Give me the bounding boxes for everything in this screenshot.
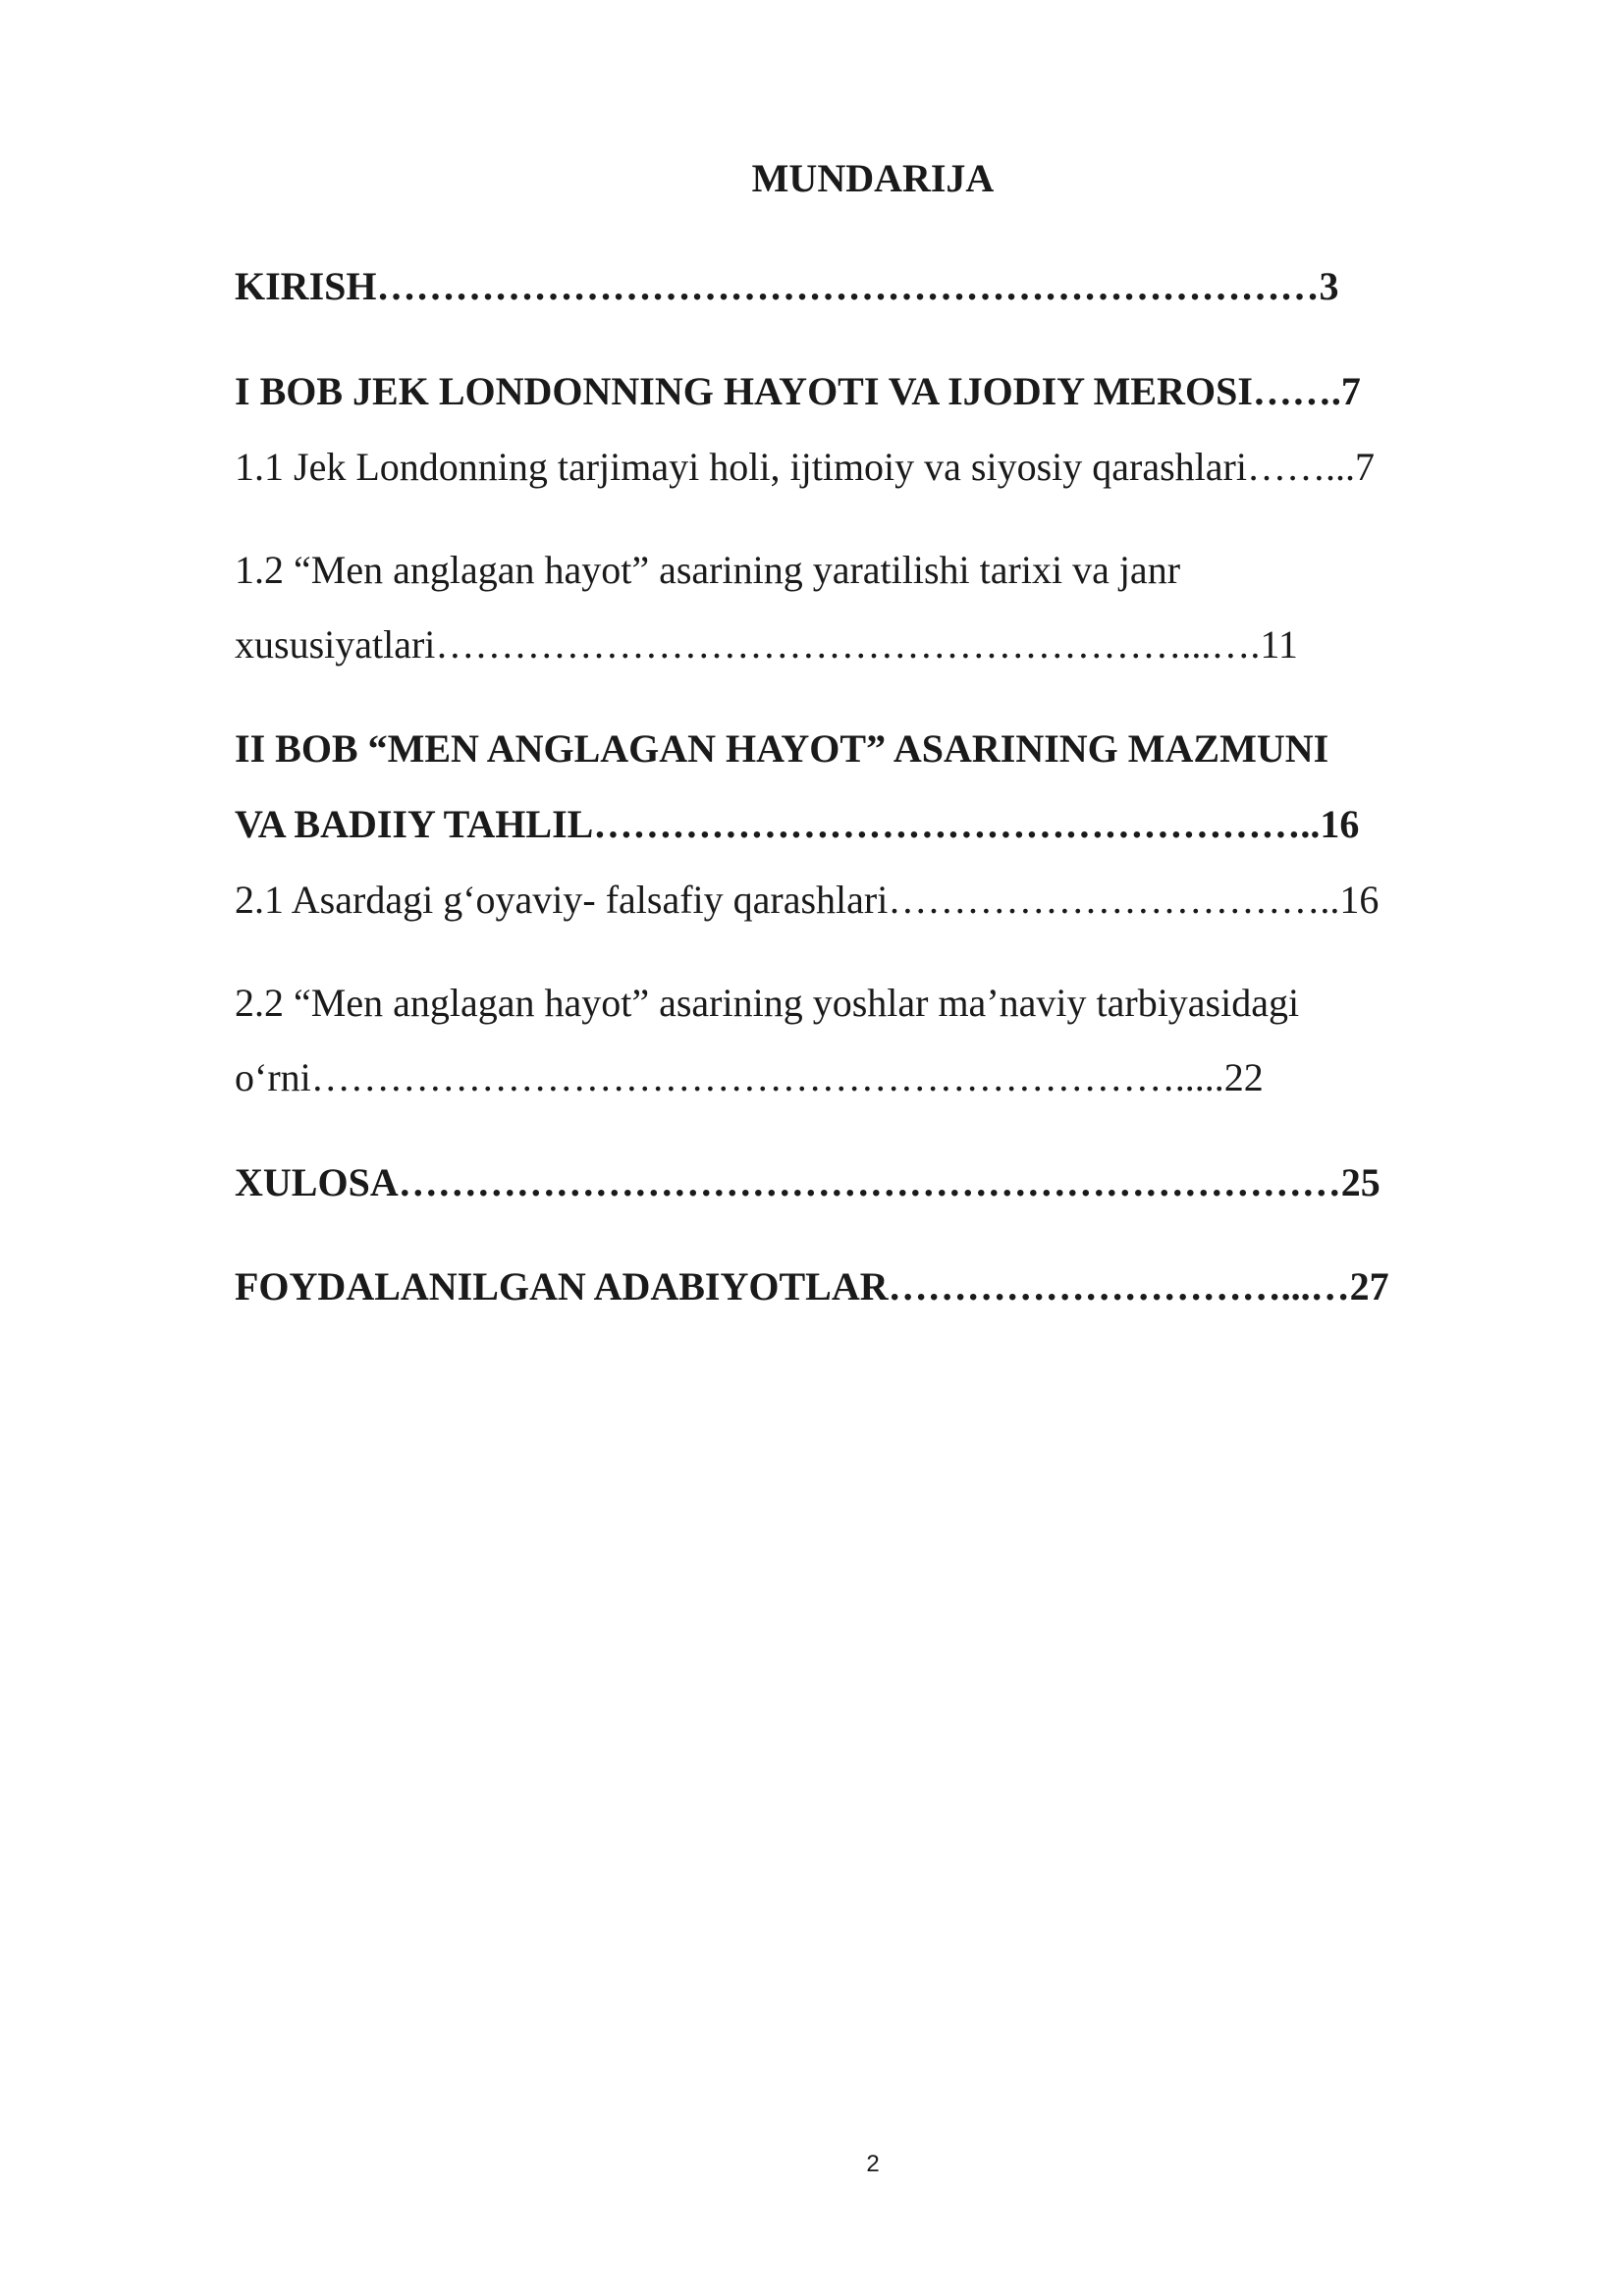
toc-entry-bibliography	[235, 1257, 1516, 1316]
toc-entry-text: 1.1 Jek Londonning tarjimayi holi, ijtimoiy va siyosiy qarashlari……...7	[235, 445, 1375, 489]
page-number: 2	[866, 2151, 880, 2177]
toc-entry-section-2-2-continued	[235, 1048, 1516, 1107]
toc-entry-chapter-2	[235, 720, 1516, 778]
toc-entry-text: 1.2 “Men anglagan hayot” asarining yaratilishi tarixi va janr	[235, 548, 1181, 592]
page-title: MUNDARIJA	[751, 156, 995, 200]
toc-entry-kirish	[235, 257, 1516, 316]
toc-entry-text: XULOSA………………………………………………………………25	[235, 1160, 1380, 1204]
toc-entry-text: 2.1 Asardagi g‘oyaviy- falsafiy qarashlari……………………………..16	[235, 878, 1380, 922]
toc-entry-section-1-2	[235, 541, 1516, 600]
toc-entry-text: I BOB JEK LONDONNING HAYOTI VA IJODIY MEROSI…….7	[235, 369, 1361, 413]
toc-entry-section-2-1	[235, 871, 1516, 930]
toc-entry-xulosa	[235, 1153, 1516, 1212]
toc-entry-text: 2.2 “Men anglagan hayot” asarining yoshlar ma’naviy tarbiyasidagi	[235, 981, 1300, 1025]
toc-entry-section-1-2-continued	[235, 615, 1516, 674]
toc-entry-text: FOYDALANILGAN ADABIYOTLAR…………………………...…27	[235, 1264, 1389, 1308]
toc-entry-text: o‘rni………………………………………………………….....22	[235, 1055, 1264, 1099]
toc-entry-chapter-2-continued	[235, 795, 1516, 854]
toc-entry-text: II BOB “MEN ANGLAGAN HAYOT” ASARINING MAZMUNI	[235, 726, 1329, 771]
toc-entry-section-2-2	[235, 974, 1516, 1033]
toc-entry-section-1-1	[235, 438, 1516, 497]
toc-entry-text: xususiyatlari…………………………………………………...….11	[235, 622, 1298, 667]
toc-entry-text: VA BADIIY TAHLIL………………………………………………..16	[235, 802, 1360, 846]
toc-entry-chapter-1	[235, 362, 1516, 421]
toc-entry-text: KIRISH………………………………………………………………3	[235, 264, 1339, 308]
